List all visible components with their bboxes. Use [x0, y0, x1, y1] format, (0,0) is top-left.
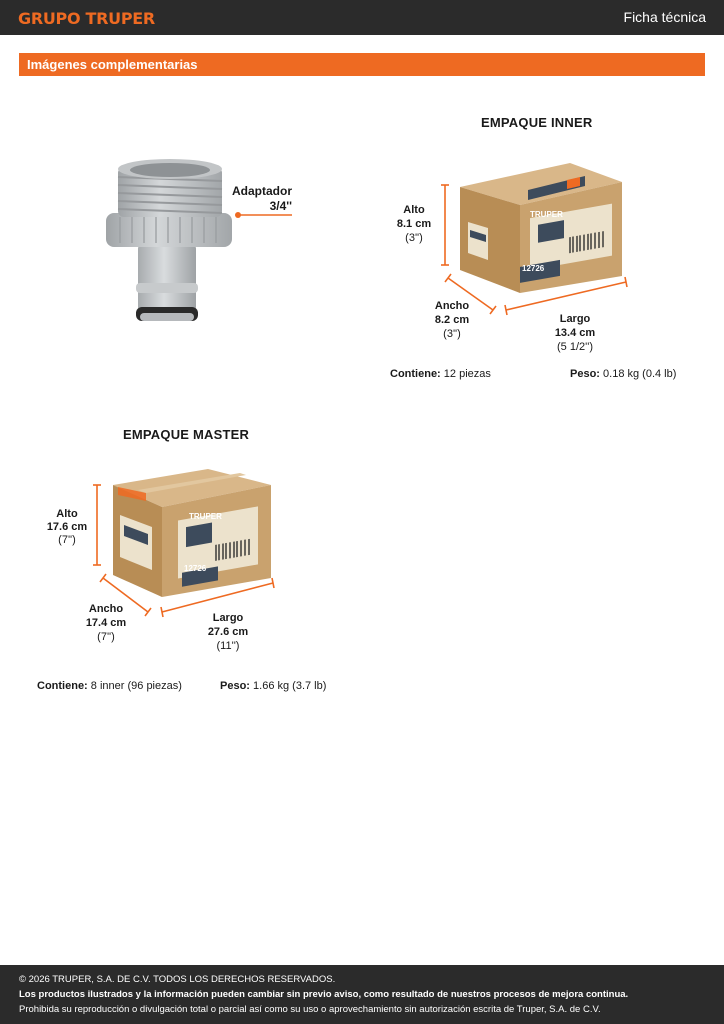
footer-prohibition: Prohibida su reproducción o divulgación total o parcial así como su uso o aprovechamiento sin autorización escrita de Truper, S.A. de C.V. [19, 1004, 601, 1015]
inner-ancho-value: 8.2 cm [434, 314, 470, 326]
master-weight [220, 679, 326, 693]
inner-largo-label: Largo [559, 313, 591, 325]
master-largo-imperial: (11'') [216, 640, 240, 652]
inner-box-code: 12726 [522, 264, 545, 273]
master-largo-value: 27.6 cm [207, 626, 249, 638]
master-weight-value: 1.66 kg (3.7 lb) [253, 680, 327, 692]
master-contents [37, 679, 182, 693]
inner-weight [570, 367, 676, 381]
top-header-bar [0, 0, 724, 35]
master-largo-label: Largo [212, 612, 244, 624]
inner-weight-value: 0.18 kg (0.4 lb) [603, 368, 677, 380]
master-box-image [90, 465, 285, 625]
inner-ancho-imperial: (3'') [443, 328, 461, 340]
adapter-label-name: Adaptador [232, 184, 292, 198]
inner-alto-imperial: (3'') [405, 232, 423, 244]
master-weight-label: Peso: [220, 680, 250, 692]
inner-largo-value: 13.4 cm [554, 327, 596, 339]
inner-ancho-label: Ancho [434, 300, 470, 312]
inner-largo-imperial: (5 1/2'') [557, 341, 593, 353]
adapter-product-image [100, 155, 300, 335]
footer-copyright: © 2026 TRUPER, S.A. DE C.V. TODOS LOS DERECHOS RESERVADOS. [19, 974, 336, 985]
inner-box-image [440, 160, 635, 320]
brand-logo: GRUPO TRUPER [18, 9, 155, 28]
master-ancho-value: 17.4 cm [85, 617, 127, 629]
inner-contents [390, 367, 491, 381]
master-alto-label: Alto [56, 508, 78, 520]
inner-box-brand: TRUPER [530, 210, 563, 219]
adapter-label-size: 3/4'' [269, 199, 292, 213]
inner-package-title: EMPAQUE INNER [481, 115, 593, 130]
section-header-bar [19, 53, 705, 76]
inner-contents-value: 12 piezas [443, 368, 491, 380]
master-contents-label: Contiene: [37, 680, 88, 692]
master-package-title: EMPAQUE MASTER [123, 427, 250, 442]
master-contents-value: 8 inner (96 piezas) [90, 680, 182, 692]
master-alto-imperial: (7'') [58, 534, 76, 546]
document-type-label: Ficha técnica [623, 9, 706, 25]
inner-weight-label: Peso: [570, 368, 600, 380]
master-ancho-label: Ancho [88, 603, 124, 615]
section-title: Imágenes complementarias [27, 57, 198, 72]
page-footer [0, 965, 724, 1024]
master-ancho-imperial: (7'') [97, 631, 115, 643]
inner-alto-value: 8.1 cm [396, 218, 432, 230]
inner-contents-label: Contiene: [390, 368, 441, 380]
master-alto-value: 17.6 cm [46, 521, 88, 533]
master-box-code: 12726 [184, 564, 207, 573]
footer-notice: Los productos ilustrados y la información pueden cambiar sin previo aviso, como resultado de nuestros procesos de mejora continua. [19, 989, 629, 1000]
master-box-brand: TRUPER [189, 512, 222, 521]
inner-alto-label: Alto [403, 204, 425, 216]
